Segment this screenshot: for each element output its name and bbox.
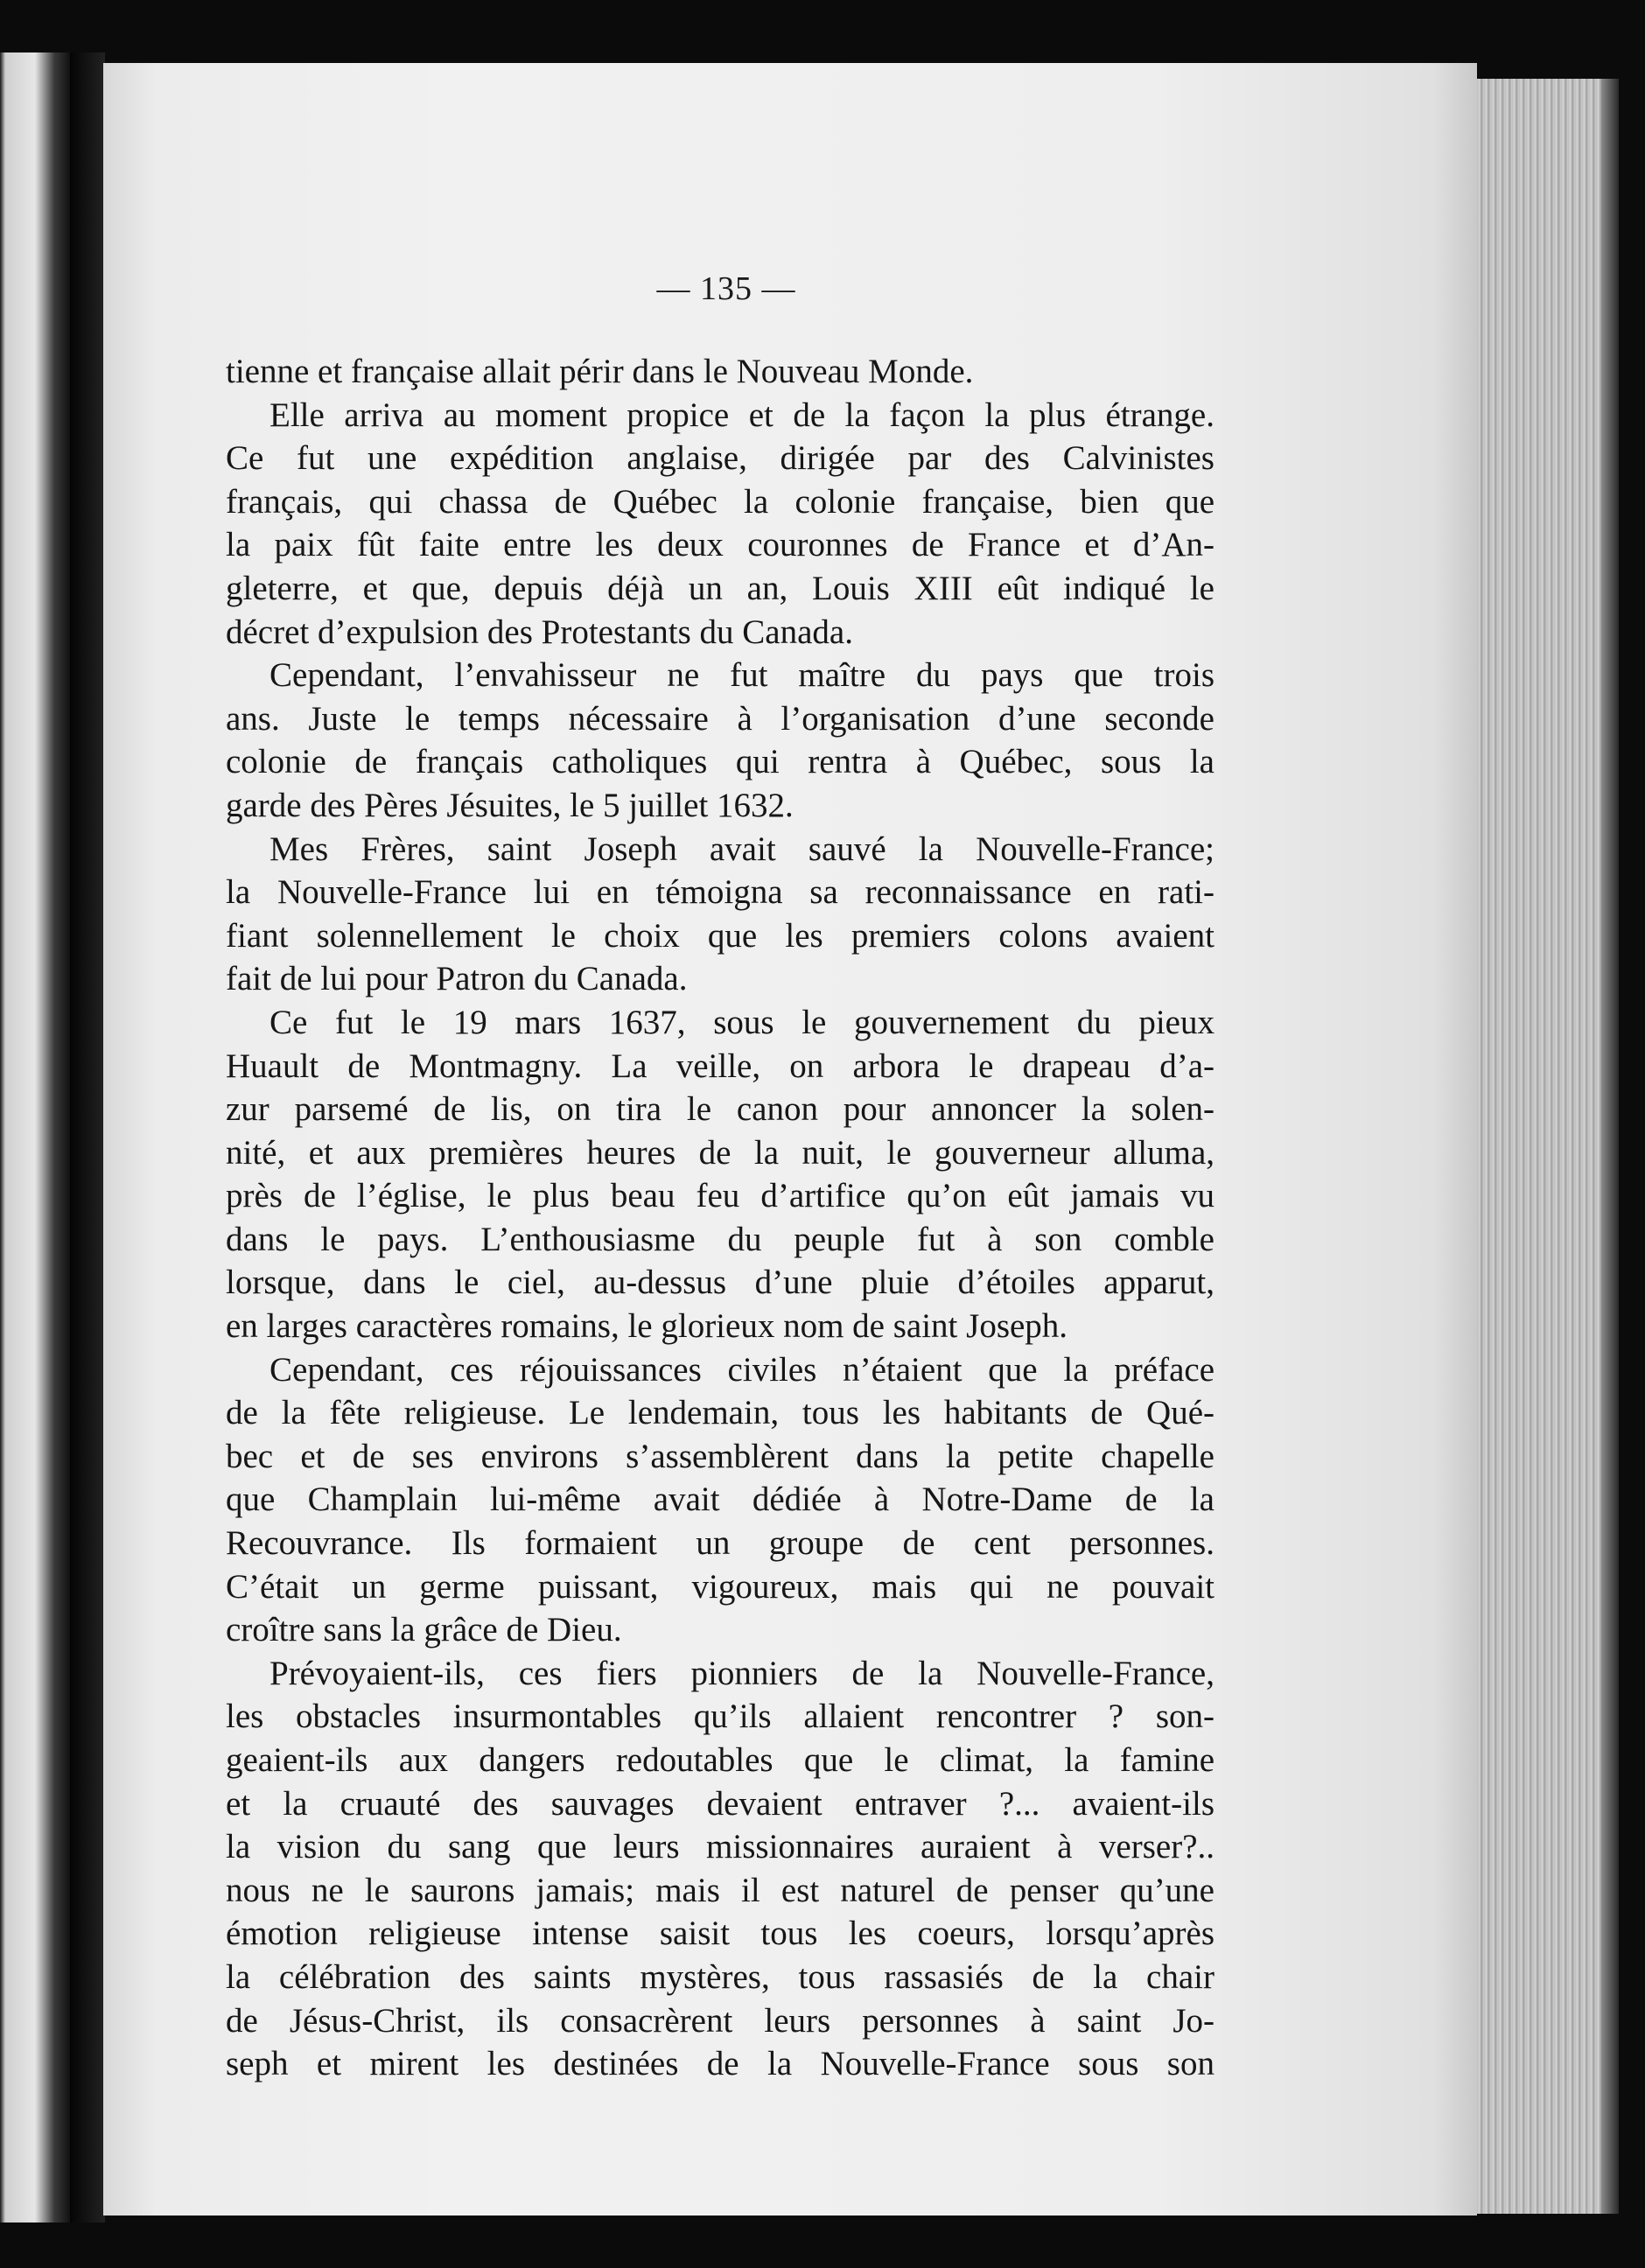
text-line: et la cruauté des sauvages devaient entraver ?... avaient-ils bbox=[226, 1784, 1214, 1823]
text-line: geaient-ils aux dangers redoutables que le climat, la famine bbox=[226, 1741, 1214, 1779]
text-line: de Jésus-Christ, ils consacrèrent leurs personnes à saint Jo- bbox=[226, 2001, 1214, 2040]
text-line: les obstacles insurmontables qu’ils allaient rencontrer ? son- bbox=[226, 1698, 1214, 1736]
text-line: que Champlain lui-même avait dédiée à Notre-Dame de la bbox=[226, 1480, 1214, 1519]
page-body-text bbox=[226, 350, 1214, 2086]
text-line: Prévoyaient-ils, ces fiers pionniers de la Nouvelle-France, bbox=[270, 1654, 1214, 1692]
text-line: gleterre, et que, depuis déjà un an, Louis XIII eût indiqué le bbox=[226, 569, 1214, 607]
text-line: Recouvrance. Ils formaient un groupe de cent personnes. bbox=[226, 1524, 1214, 1563]
page-edges-stack bbox=[1470, 79, 1619, 2214]
text-line: Cependant, ces réjouissances civiles n’étaient que la préface bbox=[270, 1350, 1214, 1389]
text-line: français, qui chassa de Québec la colonie française, bien que bbox=[226, 482, 1214, 521]
text-line: près de l’église, le plus beau feu d’artifice qu’on eût jamais vu bbox=[226, 1177, 1214, 1215]
text-line: émotion religieuse intense saisit tous les coeurs, lorsqu’après bbox=[226, 1914, 1214, 1953]
text-line: colonie de français catholiques qui rentra à Québec, sous la bbox=[226, 743, 1214, 781]
text-line: Elle arriva au moment propice et de la façon la plus étrange. bbox=[270, 396, 1214, 434]
text-line: fait de lui pour Patron du Canada. bbox=[226, 960, 688, 998]
text-line: C’était un germe puissant, vigoureux, mais qui ne pouvait bbox=[226, 1567, 1214, 1606]
text-line: lorsque, dans le ciel, au-dessus d’une pluie d’étoiles apparut, bbox=[226, 1264, 1214, 1302]
text-line: de la fête religieuse. Le lendemain, tous les habitants de Qué- bbox=[226, 1394, 1214, 1432]
book-spine-shadow bbox=[70, 52, 105, 2222]
text-line: garde des Pères Jésuites, le 5 juillet 1632. bbox=[226, 786, 794, 824]
text-line: Mes Frères, saint Joseph avait sauvé la Nouvelle-France; bbox=[270, 830, 1214, 868]
text-line: croître sans la grâce de Dieu. bbox=[226, 1611, 622, 1649]
text-line: en larges caractères romains, le glorieux nom de saint Joseph. bbox=[226, 1307, 1068, 1346]
text-line: fiant solennellement le choix que les premiers colons avaient bbox=[226, 916, 1214, 955]
text-line: tienne et française allait périr dans le Nouveau Monde. bbox=[226, 353, 974, 390]
text-line: la célébration des saints mystères, tous rassasiés de la chair bbox=[226, 1957, 1214, 1996]
text-line: la paix fût faite entre les deux couronnes de France et d’An- bbox=[226, 526, 1214, 564]
text-line: ans. Juste le temps nécessaire à l’organisation d’une seconde bbox=[226, 699, 1214, 738]
previous-page-edge bbox=[0, 52, 70, 2222]
text-line: Ce fut le 19 mars 1637, sous le gouvernement du pieux bbox=[270, 1003, 1214, 1041]
page-number: — 135 — bbox=[656, 270, 796, 307]
text-line: zur parsemé de lis, on tira le canon pour annoncer la solen- bbox=[226, 1090, 1214, 1129]
text-line: Huault de Montmagny. La veille, on arbora le drapeau d’a- bbox=[226, 1046, 1214, 1085]
text-line: la Nouvelle-France lui en témoigna sa reconnaissance en rati- bbox=[226, 873, 1214, 912]
text-line: Cependant, l’envahisseur ne fut maître du pays que trois bbox=[270, 656, 1214, 695]
text-line: décret d’expulsion des Protestants du Canada. bbox=[226, 612, 853, 651]
text-line: dans le pays. L’enthousiasme du peuple fut à son comble bbox=[226, 1220, 1214, 1258]
text-line: bec et de ses environs s’assemblèrent dans la petite chapelle bbox=[226, 1437, 1214, 1475]
text-line: nous ne le saurons jamais; mais il est naturel de penser qu’une bbox=[226, 1871, 1214, 1909]
text-line: la vision du sang que leurs missionnaires auraient à verser?.. bbox=[226, 1828, 1214, 1866]
text-line: seph et mirent les destinées de la Nouvelle-France sous son bbox=[226, 2045, 1214, 2083]
text-line: Ce fut une expédition anglaise, dirigée par des Calvinistes bbox=[226, 439, 1214, 478]
text-line: nité, et aux premières heures de la nuit, le gouverneur alluma, bbox=[226, 1133, 1214, 1172]
